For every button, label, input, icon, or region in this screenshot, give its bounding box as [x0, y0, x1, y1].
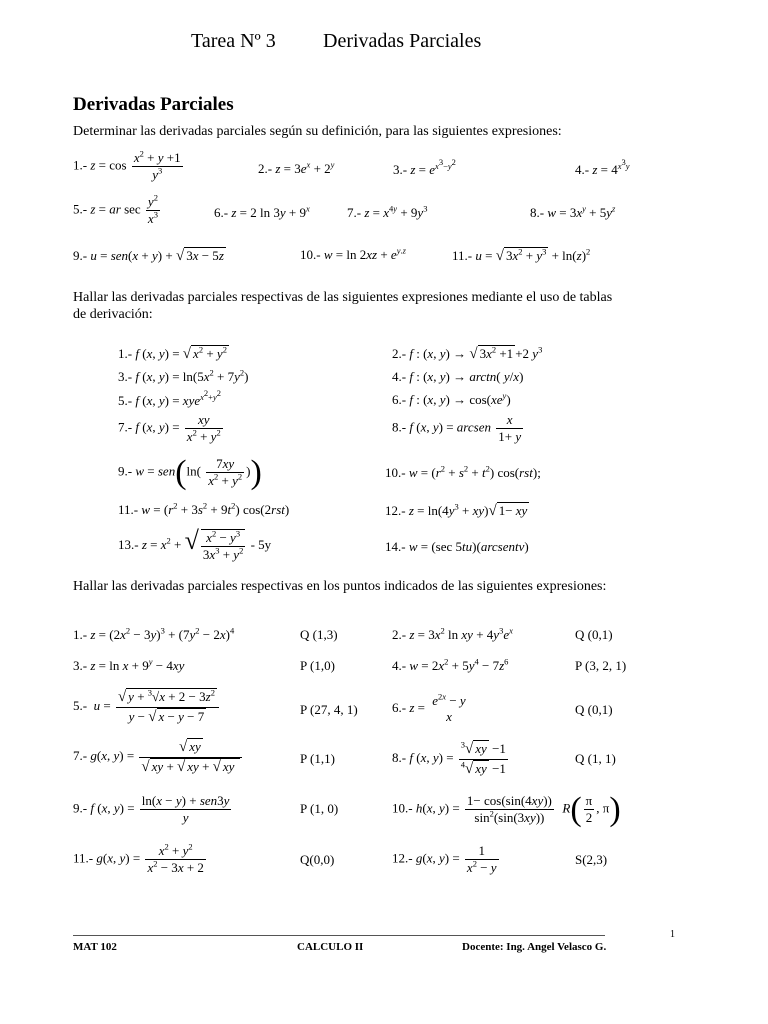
part2-exercise-12: 12.- $z = \ln(4y^3 + xy)√$ 1− xy	[385, 501, 528, 519]
part2-exercise-9: 9.- w = sen(ln( $\frac{7xy}{x^2 + y^2}$ ))	[118, 454, 262, 492]
part1-exercise-10: 10.- $w = \ln 2xz + e^{y.z}$	[300, 245, 406, 262]
part3-exercise-10: 10.- h(x, y) = $\frac{1- \cos(\sin(4xy))}{\sin^2(\sin(3xy))}$ R( $\frac{\pi}{2}$ , π)	[392, 791, 621, 829]
part3-point-6: Q (0,1)	[575, 702, 613, 717]
document-title: Tarea Nº 3	[191, 30, 276, 52]
part3-point-5: P (27, 4, 1)	[300, 702, 358, 717]
part3-exercise-6: 6.- z = $e^{2x} - y$ x	[392, 691, 466, 725]
footer-course-code: MAT 102	[73, 941, 117, 953]
section-heading: Derivadas Parciales	[73, 94, 234, 115]
part3-exercise-8: 8.- f (x, y) = $\frac{^3√ xy -1}{^4√ xy -1}$	[392, 739, 506, 777]
part2-exercise-8: 8.- f (x, y) = arcsen $\frac{x}{1+ y}$	[392, 412, 522, 445]
part2-exercise-11: 11.- $w = (r^2 + 3s^2 + 9t^2)$ cos(2rst)	[118, 500, 290, 517]
part2-exercise-6: 6.- f : (x, $y) \to \cos(xe^y)$	[392, 390, 511, 407]
part1-exercise-6: 6.- z = 2 $\ln 3y + 9^x$	[214, 203, 310, 220]
part3-point-9: P (1, 0)	[300, 801, 339, 816]
part3-point-7: P (1,1)	[300, 751, 335, 766]
part1-exercise-11: 11.- u = √ $3x^2 + y^3 + \ln(z)^2$	[452, 246, 591, 264]
footer-course-name: CALCULO II	[297, 941, 364, 953]
part3-point-2: Q (0,1)	[575, 627, 613, 642]
instructions-part2-line2: de derivación:	[73, 307, 153, 322]
instructions-part3: Hallar las derivadas parciales respectivas en los puntos indicados de las siguientes expresiones:	[73, 579, 607, 594]
part1-exercise-3: 3.- $z = e^{x^3-y^2}$	[393, 157, 456, 178]
part2-exercise-7: 7.- f (x, y) = $\frac{xy}{x^2 + y^2}$	[118, 412, 221, 445]
part3-exercise-9: 9.- f (x, y) = $\frac{\text{ln(x − y) + sen3y}}{y}$	[73, 793, 230, 826]
part3-exercise-1: 1.- $z = (2x^2 - 3y)^3 + (7y^2 - 2x)^4$	[73, 625, 235, 642]
part2-exercise-2: 2.- f : (x, y) → √ $3x^2 +1 +2$ $y^3$	[392, 344, 543, 362]
part1-exercise-9: 9.- u = sen(x + y) + √ 3x − 5z	[73, 248, 224, 264]
part3-point-1: Q (1,3)	[300, 627, 338, 642]
part1-exercise-4: 4.- $z = 4^{x^3y}$	[575, 157, 630, 178]
part3-point-12: S(2,3)	[575, 852, 608, 867]
part3-exercise-4: 4.- $w = 2x^2 + 5y^4 - 7z^6$	[392, 656, 509, 673]
part3-exercise-3: 3.- $z = \ln x + 9^y - 4xy$	[73, 656, 185, 673]
part3-point-4: P (3, 2, 1)	[575, 658, 627, 673]
instructions-part1: Determinar las derivadas parciales según su definición, para las siguientes expresiones:	[73, 124, 562, 139]
part3-exercise-11: 11.- g(x, y) = $\frac{x^2 + y^2}{x^2 - 3x + 2}$	[73, 841, 204, 876]
part3-exercise-12: 12.- g(x, y) = $\frac{1}{x^2 - y}$	[392, 843, 497, 876]
part2-exercise-5: 5.- f (x, y) = xye$^{x^2+y^2}$	[118, 388, 221, 409]
part1-exercise-8: 8.- $w = 3x^y + 5y^z$	[530, 203, 616, 220]
part1-exercise-7: 7.- $z = x^{4y} + 9y^3$	[347, 203, 428, 220]
part1-exercise-2: 2.- $z = 3e^x + 2^y$	[258, 159, 335, 176]
part3-point-8: Q (1, 1)	[575, 751, 616, 766]
part3-point-3: P (1,0)	[300, 658, 335, 673]
part2-exercise-13: 13.- $z = x^2$ + √ $\frac{x^2 - y^3}{3x^3 + y^2}$ - 5y	[118, 526, 272, 563]
part2-exercise-3: 3.- f (x, $y) = \ln(5x^2 + 7y^2)$	[118, 367, 249, 384]
part1-exercise-5: 5.- z = ar sec $\frac{y^2}{x^3}$	[73, 192, 158, 227]
footer-rule	[73, 935, 605, 936]
part3-exercise-5: 5.- u = $\frac{√ y + ^3√x + 2 - 3z^2}{y - √ x - y - 7}$	[73, 688, 221, 727]
part3-exercise-2: 2.- $z = 3x^2$ ln xy + $4y^3e^x$	[392, 625, 513, 642]
part2-exercise-10: 10.- $w = (r^2 + s^2 + t^2)$ cos(rst);	[385, 463, 541, 480]
instructions-part2-line1: Hallar las derivadas parciales respectivas de las siguientes expresiones mediante el uso de tablas	[73, 290, 613, 305]
part3-point-11: Q(0,0)	[300, 852, 335, 867]
document-subtitle: Derivadas Parciales	[323, 30, 482, 52]
part2-exercise-1: 1.- f (x, y) = √ $x^2 + y^2$	[118, 344, 227, 362]
part2-exercise-14: 14.- w = (sec 5tu)(arcsentv)	[385, 539, 529, 554]
footer-teacher: Docente: Ing. Angel Velasco G.	[462, 941, 607, 953]
part1-exercise-1: 1.- z = cos $\frac{x^2 + y +1}{y^3}$	[73, 148, 181, 183]
page-number: 1	[670, 929, 675, 940]
part2-exercise-4: 4.- f : (x, y) → arctn( y/x)	[392, 369, 524, 384]
part3-exercise-7: 7.- g(x, y) = $\frac{√ xy}{√ xy + √ xy + √ xy}$	[73, 738, 244, 777]
